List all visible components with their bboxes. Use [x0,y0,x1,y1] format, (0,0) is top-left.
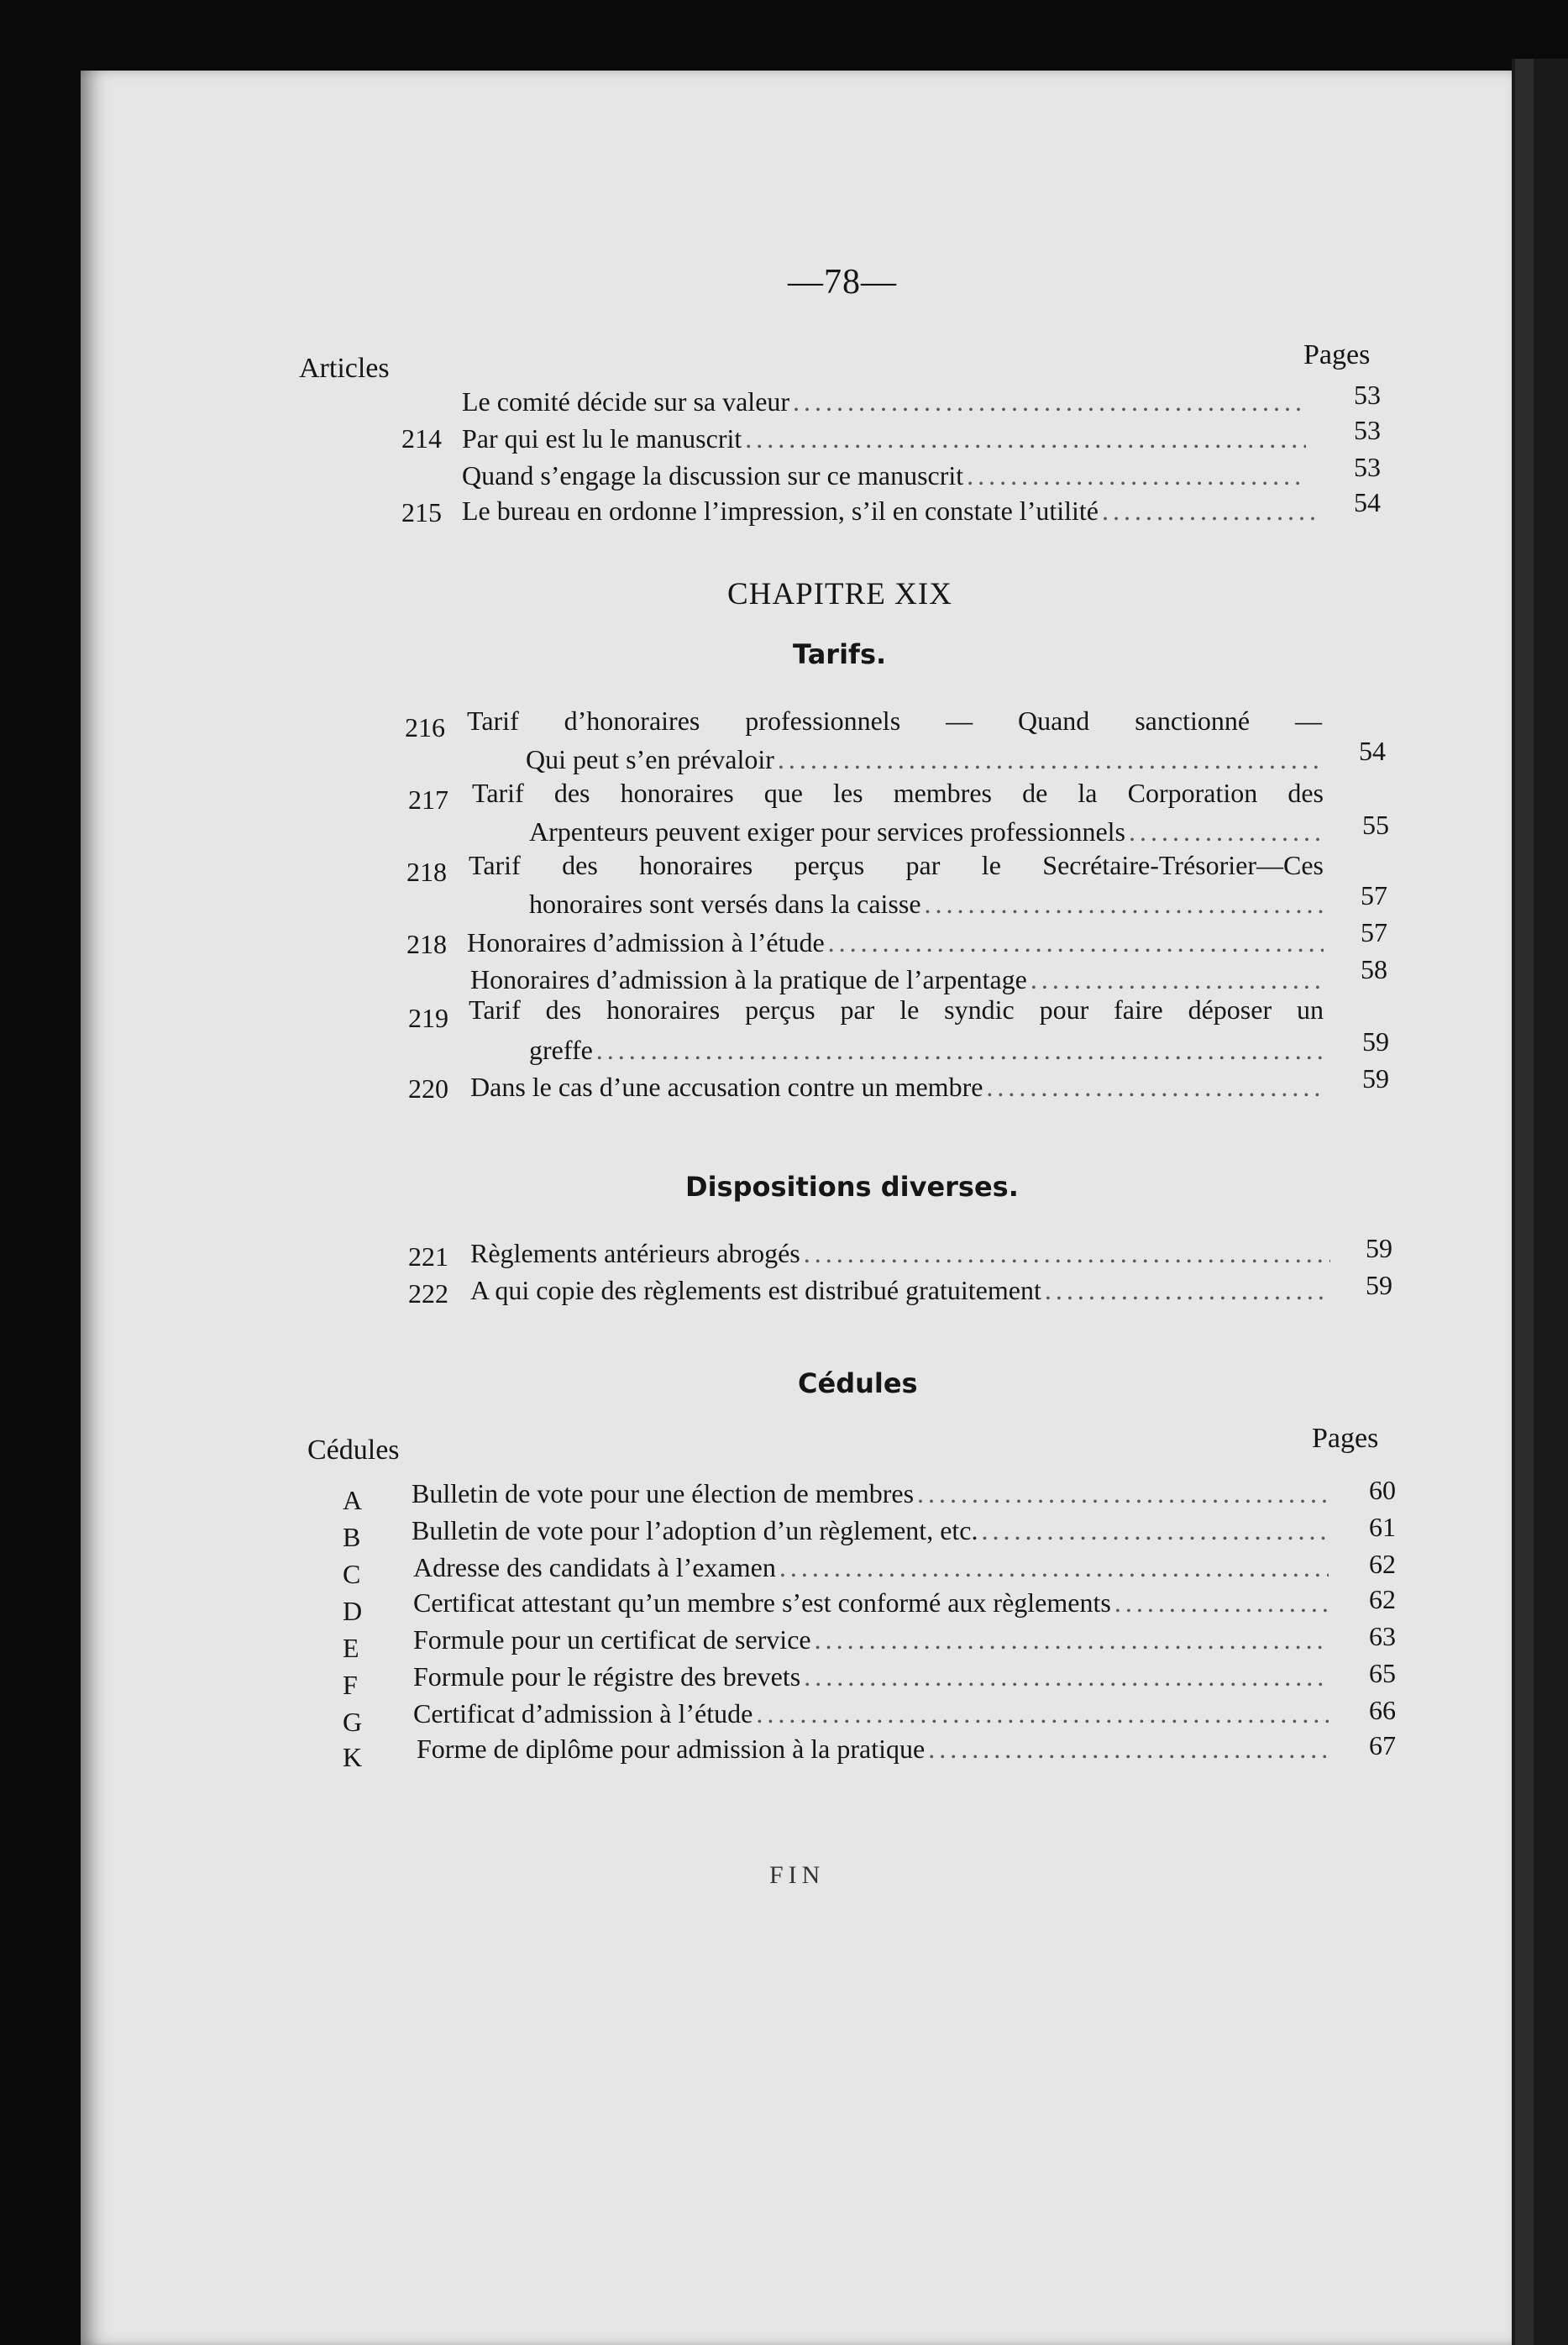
entry-page: 59 [1366,1233,1392,1263]
cedule-letter: F [343,1670,358,1700]
column-header-articles: Articles [299,353,390,384]
entry-text: A qui copie des règlements est distribué gratuitement [470,1275,1041,1305]
page-edge-strip [1515,59,1534,2345]
toc-entry [413,1552,1329,1583]
article-number: 214 [401,423,442,454]
toc-entry [529,889,1325,920]
leader-dots [1102,496,1319,527]
entry-page: 59 [1362,1026,1389,1057]
leader-dots [779,1552,1329,1583]
entry-page: 61 [1369,1512,1396,1542]
entry-text: Formule pour le régistre des brevets [413,1661,801,1692]
toc-entry [462,460,1306,491]
leader-dots [778,744,1322,775]
cedule-letter: A [343,1485,363,1515]
chapter-heading: CHAPITRE XIX [727,577,952,611]
leader-dots [1030,964,1324,995]
toc-entry [462,386,1306,417]
toc-entry [413,1624,1329,1655]
entry-text: Quand s’engage la discussion sur ce manuscrit [462,460,964,491]
entry-page: 53 [1354,380,1381,410]
entry-page: 59 [1362,1063,1389,1094]
entry-text: Honoraires d’admission à l’étude [467,927,825,957]
column-header-pages-cedules: Pages [1312,1423,1379,1454]
article-number: 222 [408,1278,448,1309]
toc-entry [467,927,1324,958]
entry-text: Par qui est lu le manuscrit [462,423,742,454]
column-header-cedules: Cédules [307,1435,400,1466]
entry-line-1: Tarif des honoraires perçus par le Secrétaire-Trésorier—Ces [469,850,1324,880]
cedule-letter: G [343,1707,363,1737]
entry-text: Certificat d’admission à l’étude [413,1698,753,1729]
entry-text: Le comité décide sur sa valeur [462,386,790,417]
cedule-letter: D [343,1596,363,1626]
leader-dots [596,1035,1325,1066]
toc-entry [470,1238,1330,1269]
leader-dots [917,1478,1327,1509]
entry-text: Adresse des candidats à l’examen [413,1552,776,1582]
toc-entry [413,1661,1329,1692]
toc-entry [529,816,1325,847]
entry-text: Le bureau en ordonne l’impression, s’il en constate l’utilité [462,496,1099,526]
page-number: —78— [788,263,897,302]
leader-dots [828,927,1324,958]
entry-text: Forme de diplôme pour admission à la pratique [417,1734,926,1764]
cedule-letter: K [343,1742,363,1772]
entry-text: Certificat attestant qu’un membre s’est conformé aux règlements [413,1587,1111,1618]
toc-entry [412,1478,1327,1509]
entry-page: 60 [1369,1475,1396,1505]
section-title-dispositions: Dispositions diverses. [685,1171,1019,1203]
entry-line-1: Tarif des honoraires que les membres de la Corporation des [472,778,1324,808]
leader-dots [745,423,1306,454]
toc-entry [526,744,1322,775]
entry-page: 65 [1369,1658,1396,1688]
entry-line-1: Tarif d’honoraires professionnels — Quand sanctionné — [467,706,1322,736]
article-number: 217 [408,784,448,815]
entry-page: 57 [1361,917,1387,947]
entry-text: honoraires sont versés dans la caisse [529,889,921,919]
toc-entry [462,496,1319,527]
leader-dots [804,1661,1329,1692]
end-mark: FIN [769,1861,826,1889]
leader-dots [967,460,1306,491]
leader-dots [928,1734,1332,1765]
cedule-letter: E [343,1633,359,1663]
article-number: 219 [408,1003,448,1033]
entry-page: 59 [1366,1270,1392,1300]
entry-text: Formule pour un certificat de service [413,1624,811,1655]
leader-dots [756,1698,1329,1729]
leader-dots [793,386,1306,417]
leader-dots [804,1238,1330,1269]
entry-text: Qui peut s’en prévaloir [526,744,774,774]
column-header-pages: Pages [1303,339,1371,370]
toc-entry [413,1698,1329,1729]
entry-page: 53 [1354,452,1381,482]
cedule-letter: B [343,1522,361,1552]
leader-dots [815,1624,1329,1655]
article-number: 218 [406,857,447,887]
toc-entry [470,1275,1330,1306]
entry-page: 53 [1354,415,1381,445]
page-edge-shadow [1512,59,1568,2345]
entry-page: 58 [1361,954,1387,984]
leader-dots [981,1515,1327,1546]
article-number: 221 [408,1241,448,1272]
entry-text: Dans le cas d’une accusation contre un membre [470,1072,983,1102]
entry-text: Règlements antérieurs abrogés [470,1238,800,1268]
toc-entry [413,1587,1329,1618]
leader-dots [1114,1587,1329,1618]
leader-dots [925,889,1325,920]
section-title-tarifs: Tarifs. [793,638,887,670]
leader-dots [1129,816,1325,847]
article-number: 215 [401,497,442,527]
entry-text: Honoraires d’admission à la pratique de l’arpentage [470,964,1027,994]
toc-entry [462,423,1306,454]
entry-text: Bulletin de vote pour l’adoption d’un règlement, etc. [412,1515,978,1545]
entry-page: 54 [1354,487,1381,517]
article-number: 220 [408,1073,448,1104]
article-number: 216 [405,712,445,742]
toc-entry [417,1734,1332,1765]
article-number: 218 [406,929,447,959]
toc-entry [470,1072,1325,1103]
toc-entry [529,1035,1325,1066]
leader-dots [986,1072,1325,1103]
entry-page: 63 [1369,1621,1396,1651]
entry-text: greffe [529,1035,593,1065]
cedule-letter: C [343,1559,361,1589]
entry-page: 57 [1361,880,1387,910]
leader-dots [1045,1275,1330,1306]
section-title-cedules: Cédules [798,1367,918,1399]
entry-line-1: Tarif des honoraires perçus par le syndic pour faire déposer un [469,994,1324,1025]
entry-page: 62 [1369,1549,1396,1579]
entry-page: 55 [1362,810,1389,840]
toc-entry [470,964,1324,995]
entry-page: 62 [1369,1584,1396,1614]
entry-text: Arpenteurs peuvent exiger pour services professionnels [529,816,1125,847]
entry-page: 67 [1369,1730,1396,1760]
entry-page: 54 [1359,736,1386,766]
entry-page: 66 [1369,1695,1396,1725]
toc-entry [412,1515,1327,1546]
entry-text: Bulletin de vote pour une élection de membres [412,1478,915,1508]
